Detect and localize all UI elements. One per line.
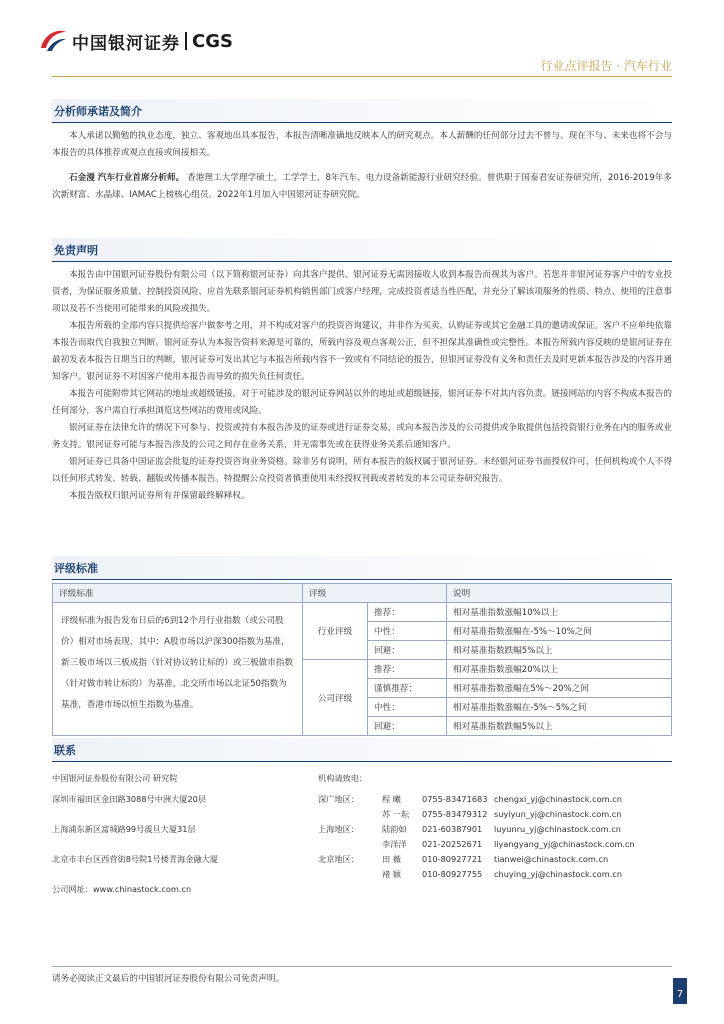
rating-standard-description: 评级标准为报告发布日后的6到12个月行业指数（或公司股价）相对市场表现，其中：A股市场以沪深300指数为基准，新三板市场以三板成指（针对协议转让标的）或三板做市指数（针对做市转让标的）为基准，北交所市场以北证50指数为基准，香港市场以恒生指数为基准。 bbox=[53, 603, 303, 736]
logo-english-name: CGS bbox=[192, 30, 233, 52]
page-number: 7 bbox=[673, 978, 687, 1004]
rating-grade-desc: 相对基准指数跌幅5%以上 bbox=[447, 641, 672, 660]
rating-grade-desc: 相对基准指数涨幅在5%～20%之间 bbox=[447, 679, 672, 698]
contact-section bbox=[52, 738, 672, 762]
disclaimer-paragraph: 本报告可能附带其它网站的地址或超级链接，对于可能涉及的银河证券网站以外的地址或超级链接，银河证券不对其内容负责。链接网站的内容不构成本报告的任何部分，客户需自行承担浏览这些网站的费用或风险。 bbox=[52, 389, 672, 416]
rating-table-header bbox=[53, 584, 672, 603]
rating-section-title: 评级标准 bbox=[52, 556, 672, 580]
sales-region: 上海地区： bbox=[318, 824, 359, 834]
rating-grade: 中性： bbox=[368, 698, 447, 717]
sales-phone: 021-60387901 bbox=[422, 824, 483, 834]
rating-grade: 谨慎推荐： bbox=[368, 679, 447, 698]
contact-section-title: 联系 bbox=[52, 738, 672, 762]
sales-phone: 0755-83479312 bbox=[422, 809, 488, 819]
table-row bbox=[53, 603, 672, 622]
industry-rating-label: 行业评级 bbox=[303, 603, 368, 660]
analyst-commitment: 本人承诺以勤勉的执业态度，独立、客观地出具本报告，本报告清晰准确地反映本人的研究观点。本人薪酬的任何部分过去不曾与、现在不与、未来也将不会与本报告的具体推荐或观点直接或间接相关。 bbox=[52, 131, 672, 158]
sales-region: 深广地区： bbox=[318, 794, 359, 804]
analyst-section-title: 分析师承诺及简介 bbox=[52, 99, 672, 123]
rating-grade-desc: 相对基准指数涨幅10%以上 bbox=[447, 603, 672, 622]
sales-name: 苏 一耘 bbox=[382, 809, 410, 819]
analyst-bio-paragraph bbox=[52, 170, 672, 204]
rating-table bbox=[52, 583, 672, 736]
rating-header-grade: 评级 bbox=[303, 584, 447, 603]
rating-grade-desc: 相对基准指数涨幅在-5%～10%之间 bbox=[447, 622, 672, 641]
sales-region: 北京地区： bbox=[318, 854, 359, 864]
rating-grade: 中性： bbox=[368, 622, 447, 641]
sales-email[interactable]: luyunru_yj@chinastock.com.cn bbox=[494, 824, 621, 834]
sales-phone: 010-80927755 bbox=[422, 869, 483, 879]
sales-phone: 021-20252671 bbox=[422, 839, 483, 849]
sales-name: 程 曦 bbox=[382, 794, 401, 804]
analyst-title: 汽车行业首席分析师。 bbox=[97, 173, 185, 183]
rating-grade: 推荐： bbox=[368, 603, 447, 622]
rating-grade-desc: 相对基准指数涨幅在-5%～5%之间 bbox=[447, 698, 672, 717]
analyst-section bbox=[52, 99, 672, 204]
rating-grade-desc: 相对基准指数跌幅5%以上 bbox=[447, 717, 672, 736]
contact-company: 中国银河证券股份有限公司 研究院 bbox=[52, 773, 178, 783]
rating-grade: 回避： bbox=[368, 641, 447, 660]
sales-name: 褚 颖 bbox=[382, 869, 401, 879]
sales-name: 陆韵如 bbox=[382, 824, 407, 834]
rating-section bbox=[52, 556, 672, 736]
rating-grade-desc: 相对基准指数涨幅20%以上 bbox=[447, 660, 672, 679]
company-rating-label: 公司评级 bbox=[303, 660, 368, 736]
analyst-name: 石金漫 bbox=[69, 173, 95, 183]
analyst-bio: 香港理工大学理学硕士，工学学士，8年汽车、电力设备新能源行业研究经验。曾供职于国泰君安证券研究所，2016-2019年多次新财富、水晶球、IAMAC上榜核心组员。2022年1月加入中国银河证券研究院。 bbox=[52, 173, 672, 200]
sales-email[interactable]: tianwei@chinastock.com.cn bbox=[494, 854, 609, 864]
rating-header-standard: 评级标准 bbox=[53, 584, 303, 603]
disclaimer-section bbox=[52, 238, 672, 505]
footer-disclaimer-note: 请务必阅读正文最后的中国银河证券股份有限公司免责声明。 bbox=[52, 974, 285, 984]
footer-divider bbox=[52, 966, 672, 967]
report-type-label: 行业点评报告 · 汽车行业 bbox=[540, 59, 672, 73]
sales-phone: 010-80927721 bbox=[422, 854, 483, 864]
sales-email[interactable]: chengxi_yj@chinastock.com.cn bbox=[494, 794, 622, 804]
disclaimer-section-title: 免责声明 bbox=[52, 238, 672, 262]
disclaimer-paragraph: 银河证券在法律允许的情况下可参与、投资或持有本报告涉及的证券或进行证券交易，或向本报告涉及的公司提供或争取提供包括投资银行业务在内的服务或业务支持。银河证券可能与本报告涉及的公司之间存在业务关系，并无需事先或在获得业务关系后通知客户。 bbox=[52, 423, 672, 450]
sales-contact-title: 机构请致电： bbox=[318, 773, 368, 783]
cgs-logo-icon bbox=[38, 28, 68, 54]
disclaimer-paragraph: 本报告版权归银河证券所有并保留最终解释权。 bbox=[69, 491, 250, 501]
rating-grade: 推荐： bbox=[368, 660, 447, 679]
contact-address: 北京市丰台区西营街8号院1号楼青海金融大厦 bbox=[52, 854, 218, 864]
disclaimer-paragraph: 本报告所载的全部内容只提供给客户做参考之用，并不构成对客户的投资咨询建议，并非作为买卖、认购证券或其它金融工具的邀请或保证。客户不应单纯依靠本报告而取代自我独立判断。银河证券认为本报告资料来源是可靠的，所载内容及观点客观公正，但不担保其准确性或完整性。本报告所载内容反映的是银河证券在最初发表本报告日期当日的判断，银河证券可发出其它与本报告所载内容不一致或有不同结论的报告，但银河证券没有义务和责任去及时更新本报告涉及的内容并通知客户。银河证券不对因客户使用本报告而导致的损失负任何责任。 bbox=[52, 321, 672, 382]
header-divider bbox=[52, 76, 672, 77]
sales-email[interactable]: liyangyang_yj@chinastock.com.cn bbox=[494, 839, 635, 849]
sales-name: 李洋洋 bbox=[382, 839, 407, 849]
sales-email[interactable]: suyiyun_yj@chinastock.com.cn bbox=[494, 809, 622, 819]
disclaimer-paragraph: 银河证券已具备中国证监会批复的证券投资咨询业务资格。除非另有说明，所有本报告的版权属于银河证券。未经银河证券书面授权许可，任何机构或个人不得以任何形式转发、转载、翻版或传播本报告。特提醒公众投资者慎重使用未经授权刊载或者转发的本公司证券研究报告。 bbox=[52, 457, 672, 484]
contact-address: 深圳市福田区金田路3088号中洲大厦20层 bbox=[52, 794, 207, 804]
sales-name: 田 薇 bbox=[382, 854, 401, 864]
disclaimer-paragraph: 本报告由中国银河证券股份有限公司（以下简称银河证券）向其客户提供。银河证券无需因接收人收到本报告而视其为客户。若您并非银河证券客户中的专业投资者，为保证服务质量、控制投资风险、应首先联系银河证券机构销售部门或客户经理，完成投资者适当性匹配，并充分了解该项服务的性质、特点、使用的注意事项以及若不当使用可能带来的风险或损失。 bbox=[52, 270, 672, 314]
sales-email[interactable]: chuying_yj@chinastock.com.cn bbox=[494, 869, 623, 879]
company-website[interactable]: 公司网址：www.chinastock.com.cn bbox=[52, 884, 192, 894]
contact-address: 上海浦东新区富城路99号震旦大厦31层 bbox=[52, 824, 196, 834]
logo-divider bbox=[185, 32, 187, 50]
sales-phone: 0755-83471683 bbox=[422, 794, 488, 804]
company-logo bbox=[38, 28, 233, 54]
rating-header-desc: 说明 bbox=[447, 584, 672, 603]
logo-chinese-name: 中国银河证券 bbox=[72, 33, 180, 54]
rating-grade: 回避： bbox=[368, 717, 447, 736]
